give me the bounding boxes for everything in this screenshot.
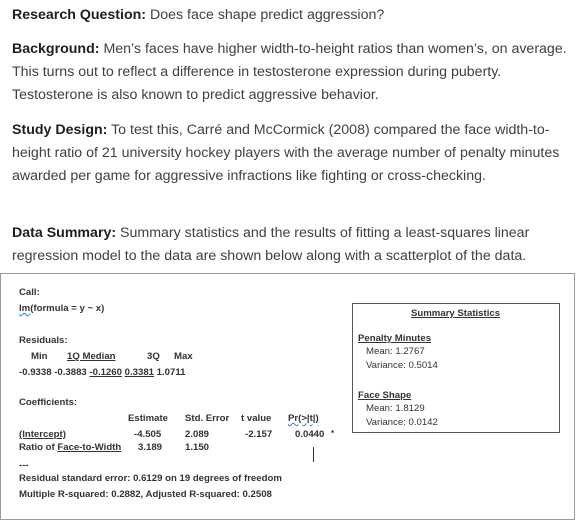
coef-header-p-value	[288, 413, 319, 425]
data-summary-paragraph	[12, 222, 572, 268]
coef-row-intercept-std-error: 2.089	[185, 429, 210, 440]
residual-median: -0.1260	[89, 367, 122, 378]
residual-max: 1.0711	[156, 367, 186, 378]
study-design-text: To test this, Carré and McCormick (2008) compared the face width-to-height ratio of 21 university hockey players with the average number of penalty minutes awarded per game for aggressive infractions like fighting or cross-checking.	[12, 122, 560, 184]
residuals-label: Residuals:	[19, 335, 68, 346]
call-formula	[19, 303, 104, 315]
coef-header-std-error: Std. Error	[185, 413, 230, 424]
text-cursor	[313, 447, 314, 462]
summary-statistics-box	[352, 303, 560, 433]
residuals-values	[19, 367, 186, 379]
residual-3q: 0.3381	[124, 367, 154, 378]
coef-row-intercept-estimate: -4.505	[134, 429, 162, 440]
residual-min: -0.9338	[19, 367, 52, 378]
coef-row-ratio-estimate: 3.189	[138, 442, 163, 453]
residuals-header-3q: 3Q	[147, 351, 160, 362]
research-question	[12, 4, 572, 27]
residuals-header-max: Max	[174, 351, 193, 362]
coef-row-intercept-t-value: -2.157	[245, 429, 273, 440]
data-summary-label: Data Summary:	[12, 225, 117, 241]
research-question-text: Does face shape predict aggression?	[150, 7, 385, 23]
summary-statistics-title: Summary Statistics	[411, 308, 501, 319]
residuals-header-1q-median: 1Q Median	[67, 351, 116, 362]
coef-row-intercept-p-value: 0.0440	[295, 429, 325, 440]
residual-standard-error: Residual standard error: 0.6129 on 19 degrees of freedom	[19, 473, 282, 484]
r-squared: Multiple R-squared: 0.2882, Adjusted R-squared: 0.2508	[19, 489, 272, 500]
summary-group-face-name: Face Shape	[358, 390, 412, 401]
residual-1q: -0.3883	[54, 367, 87, 378]
summary-group-penalty-mean: Mean: 1.2767	[366, 346, 425, 357]
coef-header-estimate: Estimate	[128, 413, 168, 424]
residuals-header-min: Min	[31, 351, 48, 362]
study-design-paragraph	[12, 119, 572, 188]
coef-row-intercept-significance: *	[331, 429, 335, 438]
coefficients-label: Coefficients:	[19, 397, 78, 408]
coef-row-ratio-std-error: 1.150	[185, 442, 210, 453]
background-paragraph	[12, 38, 572, 107]
call-arguments: (formula = y ~ x)	[30, 303, 105, 314]
coef-header-p-value-text: Pr(>|t|)	[288, 413, 319, 424]
coef-header-t-value: t value	[241, 413, 272, 424]
call-function: lm	[19, 303, 31, 314]
coef-row-ratio	[19, 442, 121, 454]
regression-output-figure	[0, 273, 575, 520]
coef-row-intercept-name: (Intercept)	[19, 429, 66, 440]
data-summary-text: Summary statistics and the results of fitting a least-squares linear regression model to the data are shown below along with a scatterplot of the data.	[12, 225, 530, 264]
summary-group-face-variance: Variance: 0.0142	[366, 417, 438, 428]
coef-row-ratio-name-prefix: Ratio of	[19, 442, 58, 453]
coef-row-ratio-name-rest: Face-to-Width	[57, 442, 122, 453]
summary-group-penalty-variance: Variance: 0.5014	[366, 360, 438, 371]
separator: ---	[19, 460, 29, 471]
summary-group-face-mean: Mean: 1.8129	[366, 403, 425, 414]
research-question-label: Research Question:	[12, 7, 147, 23]
background-label: Background:	[12, 41, 100, 57]
background-text: Men’s faces have higher width-to-height ratios than women’s, on average. This turns out to reflect a difference in testosterone expression during puberty. Testosterone is also known to predict aggressive behavior.	[12, 41, 567, 103]
summary-group-penalty-name: Penalty Minutes	[358, 333, 432, 344]
call-label: Call:	[19, 287, 40, 298]
study-design-label: Study Design:	[12, 122, 108, 138]
